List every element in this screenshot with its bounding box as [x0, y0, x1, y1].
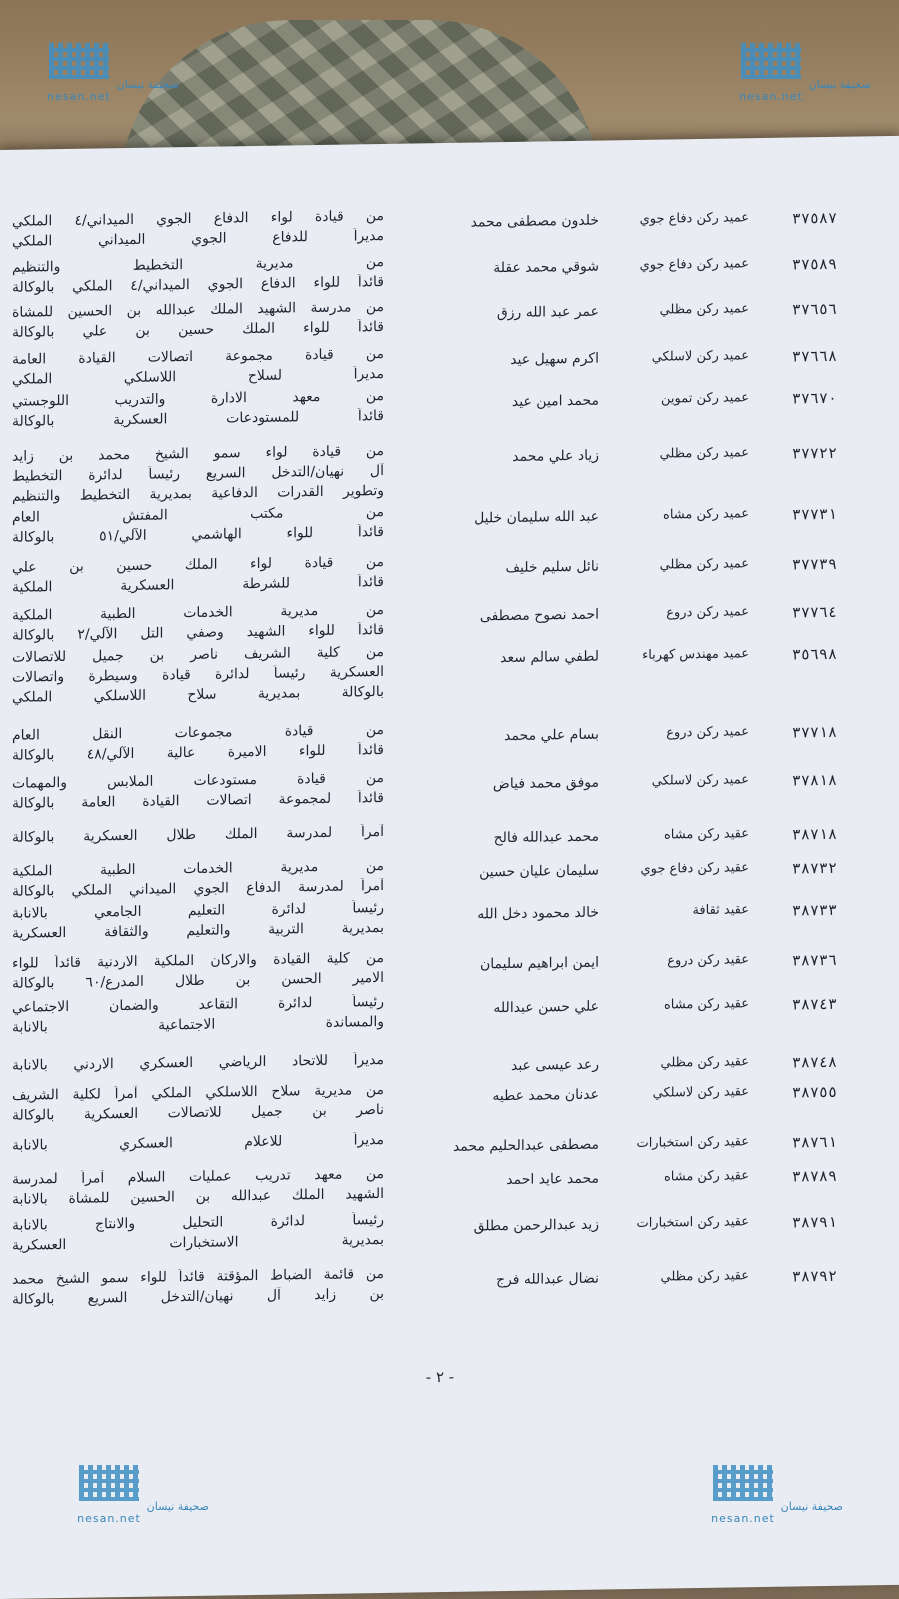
watermark-name: صحيفة نيسان	[808, 78, 871, 91]
assignment-line: قائداً للشرطة العسكرية الملكية	[12, 573, 384, 596]
watermark-name: صحيفة نيسان	[146, 1500, 209, 1513]
assignment-line: بالوكالة بمديرية سلاح اللاسلكي الملكي	[12, 683, 384, 706]
military-number: ٣٨٧٤٨	[791, 1052, 837, 1072]
assignment-line: قائداً للواء الدفاع الجوي الميداني/٤ الملكي بالوكالة	[12, 273, 384, 296]
watermark-url: nesan.net	[47, 90, 111, 103]
watermark-bottom-right	[708, 1460, 843, 1530]
logo-icon	[713, 1465, 773, 1501]
military-number: ٣٨٧٣٢	[791, 858, 837, 878]
officer-name: علي حسن عبدالله	[493, 998, 599, 1017]
military-number: ٣٧٧٣٩	[791, 554, 837, 574]
assignment-line: من قيادة لواء الملك حسين بن علي	[12, 553, 384, 576]
assignment-line: من قيادة لواء الدفاع الجوي الميداني/٤ الملكي	[12, 207, 384, 230]
watermark-bottom-left	[74, 1460, 209, 1530]
officer-name: محمد عبدالله فالح	[493, 828, 599, 847]
officer-name: زياد علي محمد	[512, 447, 599, 465]
officer-name: مصطفى عبدالحليم محمد	[452, 1136, 599, 1155]
military-number: ٣٥٦٩٨	[791, 644, 837, 664]
assignment-line: قائداً للواء الاميرة عالية الآلي/٤٨ بالوكالة	[12, 741, 384, 764]
assignment-line: والمساندة الاجتماعية بالانابة	[12, 1013, 384, 1036]
assignment-line: بن زايد آل نهيان/التدخل السريع بالوكالة	[12, 1285, 384, 1308]
military-number: ٣٧٦٦٨	[791, 346, 837, 366]
military-number: ٣٨٧٣٦	[791, 950, 837, 970]
page-number: - ٢ -	[425, 1367, 455, 1387]
rank: عقيد ركن لاسلكي	[652, 1084, 749, 1101]
assignment-line: مديراً لسلاح اللاسلكي الملكي	[12, 365, 384, 388]
assignment-line: مديراً للاعلام العسكري بالانابة	[12, 1131, 384, 1154]
rank: عميد ركن دفاع جوي	[639, 256, 749, 273]
officer-name: عبد الله سليمان خليل	[474, 508, 599, 527]
military-number: ٣٧٧١٨	[791, 722, 837, 742]
rank: عقيد ركن مظلي	[660, 1268, 749, 1285]
military-number: ٣٨٧٦١	[791, 1132, 837, 1152]
logo-icon	[741, 43, 801, 79]
watermark-name: صحيفة نيسان	[780, 1500, 843, 1513]
rank: عقيد ركن استخبارات	[636, 1214, 749, 1232]
logo-icon	[79, 1465, 139, 1501]
officer-name: موفق محمد فياض	[492, 774, 599, 793]
assignment-line: قائداً للواء الملك حسين بن علي بالوكالة	[12, 318, 384, 341]
rank: عقيد ركن مشاه	[663, 826, 749, 843]
assignment-line: رئيساً لدائرة التقاعد والضمان الاجتماعي	[12, 993, 384, 1016]
military-number: ٣٧٦٧٠	[791, 388, 837, 408]
officer-name: عدنان محمد عطيه	[492, 1086, 599, 1105]
assignment-line: من مديرية سلاح اللاسلكي الملكي آمراً لكلية الشريف	[12, 1081, 384, 1104]
logo-icon	[49, 43, 109, 79]
military-number: ٣٧٦٥٦	[791, 299, 837, 319]
rank: عميد ركن دفاع جوي	[639, 210, 749, 227]
assignment-line: قائداً للمستودعات العسكرية بالوكالة	[12, 407, 384, 430]
military-number: ٣٨٧٩١	[791, 1212, 837, 1232]
military-number: ٣٧٧٣١	[791, 504, 837, 524]
assignment-line: آمراً لمدرسة الدفاع الجوي الميداني الملكي بالوكالة	[12, 877, 384, 900]
officer-name: نائل سليم خليف	[505, 558, 599, 577]
military-number: ٣٧٥٨٩	[791, 254, 837, 274]
military-number: ٣٨٧٣٣	[791, 900, 837, 920]
officer-name: عمر عبد الله رزق	[496, 303, 599, 322]
officer-name: رعد عيسى عبد	[510, 1056, 599, 1074]
rank: عقيد ركن دروع	[667, 952, 749, 969]
rank: عميد ركن مظلي	[659, 556, 749, 573]
assignment-line: قائداً لمجموعة اتصالات القيادة العامة بالوكالة	[12, 789, 384, 812]
officer-name: زيد عبدالرحمن مطلق	[473, 1216, 599, 1235]
officer-name: شوقي محمد عقلة	[493, 258, 599, 277]
assignment-line: وتطوير القدرات الدفاعية بمديرية التخطيط والتنظيم	[12, 482, 384, 505]
officer-name: احمد نصوح مصطفى	[479, 606, 599, 625]
assignment-line: رئيساً لدائرة التعليم الجامعي بالانابة	[12, 899, 384, 922]
assignment-line: من مديرية الخدمات الطبية الملكية	[12, 857, 384, 880]
assignment-line: آمراً لمدرسة الملك طلال العسكرية بالوكالة	[12, 823, 384, 846]
military-number: ٣٨٧١٨	[791, 824, 837, 844]
watermark-top-left	[44, 38, 179, 108]
officer-name: خلدون مصطفى محمد	[470, 212, 599, 231]
military-number: ٣٧٧٦٤	[791, 602, 837, 622]
assignment-line: من مديرية التخطيط والتنظيم	[12, 253, 384, 276]
officer-name: محمد امين عيد	[511, 392, 599, 410]
rank: عميد ركن لاسلكي	[651, 348, 749, 365]
military-number: ٣٧٧٢٢	[791, 443, 837, 463]
assignment-line: من معهد تدريب عمليات السلام آمراً لمدرسة	[12, 1165, 384, 1188]
assignment-line: من قيادة مستودعات الملابس والمهمات	[12, 769, 384, 792]
assignment-line: ناصر بن جميل للاتصالات العسكرية بالوكالة	[12, 1101, 384, 1124]
assignment-line: من قيادة مجموعة اتصالات القيادة العامة	[12, 345, 384, 368]
assignment-line: رئيساً لدائرة التحليل والانتاج بالانابة	[12, 1211, 384, 1234]
rank: عقيد ركن دفاع جوي	[640, 860, 749, 877]
rank: عميد ركن دروع	[666, 604, 749, 621]
officer-name: سليمان عليان حسين	[479, 862, 599, 881]
rank: عميد ركن مشاه	[663, 506, 749, 523]
watermark-url: nesan.net	[711, 1512, 775, 1525]
watermark-url: nesan.net	[739, 90, 803, 103]
military-number: ٣٨٧٤٣	[791, 994, 837, 1014]
watermark-top-right	[736, 38, 871, 108]
assignment-line: العسكرية رئيساً لدائرة قيادة وسيطرة واتصالات	[12, 663, 384, 686]
assignment-line: من مدرسة الشهيد الملك عبدالله بن الحسين للمشاة	[12, 298, 384, 321]
officer-name: خالد محمود دخل الله	[477, 904, 599, 923]
assignment-line: مديراً للدفاع الجوي الميداني الملكي	[12, 227, 384, 250]
assignment-line: الامير الحسن بن طلال المدرع/٦٠ بالوكالة	[12, 969, 384, 992]
rank: عميد ركن مظلي	[659, 445, 749, 462]
rank: عقيد ثقافة	[692, 902, 749, 919]
rank: عميد ركن لاسلكي	[651, 772, 749, 789]
assignment-line: قائداً للواء الهاشمي الآلي/٥١ بالوكالة	[12, 523, 384, 546]
rank: عقيد ركن مظلي	[660, 1054, 749, 1071]
rank: عميد ركن تموين	[660, 390, 749, 407]
watermark-name: صحيفة نيسان	[116, 78, 179, 91]
assignment-line: بمديرية الاستخبارات العسكرية	[12, 1231, 384, 1254]
document-page	[0, 136, 899, 1599]
assignment-line: قائداً للواء الشهيد وصفي التل الآلي/٢ بالوكالة	[12, 621, 384, 644]
military-number: ٣٧٥٨٧	[791, 208, 837, 228]
officer-name: لطفي سالم سعد	[500, 648, 599, 667]
officer-name: اكرم سهيل عيد	[510, 350, 599, 368]
assignment-line: من مديرية الخدمات الطبية الملكية	[12, 601, 384, 624]
assignment-line: من قائمة الضباط المؤقتة قائداً للواء سمو الشيخ محمد	[12, 1265, 384, 1288]
assignment-line: الشهيد الملك عبدالله بن الحسين للمشاة بالانابة	[12, 1185, 384, 1208]
assignment-line: من كلية القيادة والاركان الملكية الاردنية قائداً للواء	[12, 949, 384, 972]
rank: عميد ركن دروع	[666, 724, 749, 741]
military-number: ٣٨٧٨٩	[791, 1166, 837, 1186]
rank: عقيد ركن مشاه	[663, 996, 749, 1013]
officer-name: محمد عايد احمد	[506, 1170, 599, 1189]
assignment-line: من معهد الادارة والتدريب اللوجستي	[12, 387, 384, 410]
military-number: ٣٧٨١٨	[791, 770, 837, 790]
assignment-line: مديراً للاتحاد الرياضي العسكري الاردني بالانابة	[12, 1051, 384, 1074]
watermark-url: nesan.net	[77, 1512, 141, 1525]
officer-name: بسام علي محمد	[504, 726, 599, 745]
assignment-line: من قيادة مجموعات النقل العام	[12, 721, 384, 744]
officer-name: ايمن ابراهيم سليمان	[480, 954, 599, 973]
officer-name: نضال عبدالله فرج	[495, 1270, 599, 1289]
assignment-line: آل نهيان/التدخل السريع رئيساً لدائرة التخطيط	[12, 462, 384, 485]
rank: عميد ركن مظلي	[659, 301, 749, 318]
military-number: ٣٨٧٥٥	[791, 1082, 837, 1102]
rank: عقيد ركن استخبارات	[636, 1134, 749, 1152]
assignment-line: من كلية الشريف ناصر بن جميل للاتصالات	[12, 643, 384, 666]
rank: عقيد ركن مشاه	[663, 1168, 749, 1185]
assignment-line: بمديرية التربية والتعليم والثقافة العسكرية	[12, 919, 384, 942]
military-number: ٣٨٧٩٢	[791, 1266, 837, 1286]
rank: عميد مهندس كهرباء	[642, 646, 749, 663]
assignment-line: من مكتب المفتش العام	[12, 503, 384, 526]
assignment-line: من قيادة لواء سمو الشيخ محمد بن زايد	[12, 442, 384, 465]
